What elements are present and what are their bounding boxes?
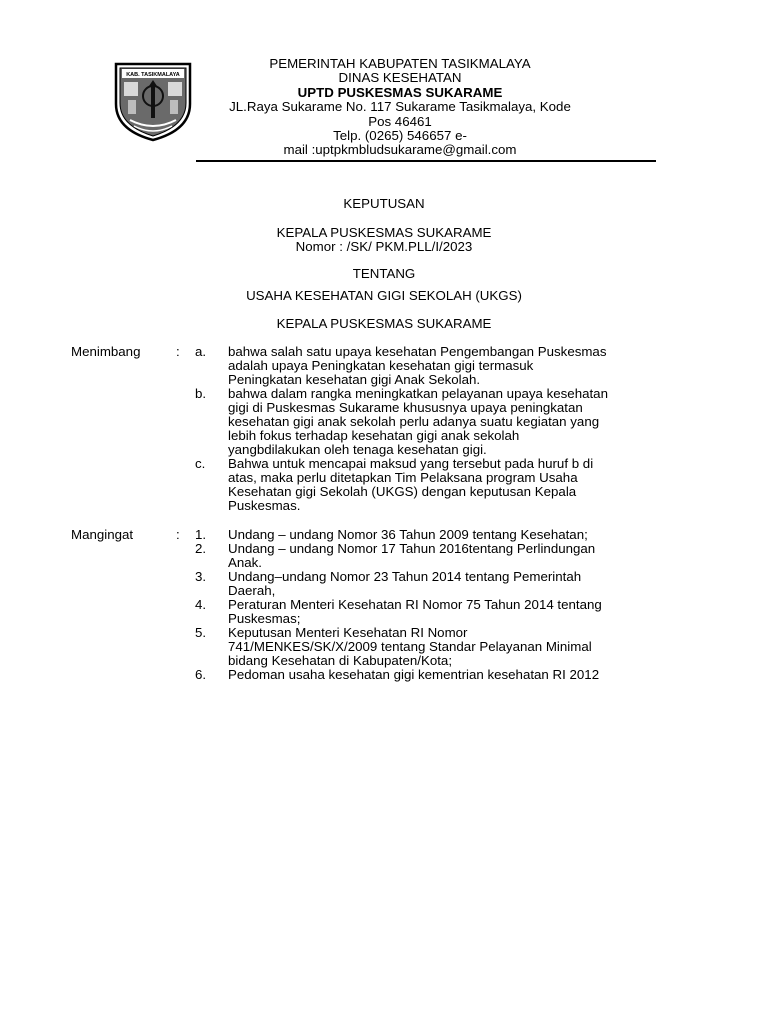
text-line: Undang – undang Nomor 36 Tahun 2009 tentang Kesehatan;	[228, 527, 588, 542]
mengingat-marker-2: 2.	[195, 541, 207, 556]
text-line: Keputusan Menteri Kesehatan RI Nomor	[228, 625, 468, 640]
mengingat-item-5	[228, 626, 668, 668]
text-line: Anak.	[228, 555, 263, 570]
mengingat-marker-3: 3.	[195, 569, 207, 584]
mengingat-item-3	[228, 570, 668, 598]
mengingat-item-2	[228, 542, 668, 570]
letterhead	[190, 57, 610, 158]
svg-text:KAB. TASIKMALAYA: KAB. TASIKMALAYA	[126, 72, 180, 78]
decision-title: KEPUTUSAN	[343, 196, 425, 211]
mengingat-marker-1: 1.	[195, 527, 207, 542]
letterhead-address: JL.Raya Sukarame No. 117 Sukarame Tasikmalaya, Kode	[229, 99, 571, 115]
mengingat-colon: :	[176, 527, 180, 542]
letterhead-institution: UPTD PUSKESMAS SUKARAME	[297, 84, 503, 100]
letterhead-email: mail :uptpkmbludsukarame@gmail.com	[283, 142, 517, 158]
letterhead-department: DINAS KESEHATAN	[338, 70, 462, 86]
text-line: Undang–undang Nomor 23 Tahun 2014 tentang Pemerintah	[228, 569, 582, 584]
text-line: Puskesmas;	[228, 611, 301, 626]
menimbang-marker-a: a.	[195, 344, 207, 359]
mengingat-marker-6: 6.	[195, 667, 207, 682]
text-line: Puskesmas.	[228, 498, 301, 513]
text-line: adalah upaya Peningkatan kesehatan gigi termasuk	[228, 358, 534, 373]
letterhead-phone: Telp. (0265) 546657 e-	[333, 128, 467, 144]
kabupaten-tasikmalaya-logo	[110, 56, 196, 142]
menimbang-item-c	[228, 457, 668, 513]
text-line: bahwa dalam rangka meningkatkan pelayanan upaya kesehatan	[228, 386, 608, 401]
issuer-title: KEPALA PUSKESMAS SUKARAME	[276, 225, 492, 240]
text-line: lebih fokus terhadap kesehatan gigi anak sekolah	[228, 428, 520, 443]
text-line: Peraturan Menteri Kesehatan RI Nomor 75 Tahun 2014 tentang	[228, 597, 602, 612]
mengingat-marker-4: 4.	[195, 597, 207, 612]
menimbang-marker-c: c.	[195, 456, 206, 471]
text-line: Bahwa untuk mencapai maksud yang tersebut pada huruf b di	[228, 456, 594, 471]
mengingat-label: Mangingat	[71, 527, 134, 542]
text-line: yangbdilakukan oleh tenaga kesehatan gigi.	[228, 442, 487, 457]
text-line: Pedoman usaha kesehatan gigi kementrian kesehatan RI 2012	[228, 667, 600, 682]
decision-subject: USAHA KESEHATAN GIGI SEKOLAH (UKGS)	[246, 288, 522, 303]
mengingat-item-1	[228, 528, 668, 542]
menimbang-item-a	[228, 345, 668, 387]
text-line: 741/MENKES/SK/X/2009 tentang Standar Pelayanan Minimal	[228, 639, 592, 654]
text-line: gigi di Puskesmas Sukarame khususnya upaya peningkatan	[228, 400, 583, 415]
letterhead-postal-code: Pos 46461	[368, 113, 432, 129]
letterhead-government: PEMERINTAH KABUPATEN TASIKMALAYA	[269, 56, 531, 71]
mengingat-marker-5: 5.	[195, 625, 207, 640]
text-line: Undang – undang Nomor 17 Tahun 2016tentang Perlindungan	[228, 541, 596, 556]
letterhead-divider	[196, 160, 656, 162]
text-line: kesehatan gigi anak sekolah perlu adanya suatu kegiatan yang	[228, 414, 600, 429]
menimbang-item-b	[228, 387, 668, 457]
text-line: Peningkatan kesehatan gigi Anak Sekolah.	[228, 372, 481, 387]
menimbang-label: Menimbang	[71, 344, 141, 359]
issuer-title-repeat: KEPALA PUSKESMAS SUKARAME	[276, 316, 492, 331]
menimbang-colon: :	[176, 344, 180, 359]
text-line: bidang Kesehatan di Kabupaten/Kota;	[228, 653, 453, 668]
mengingat-item-4	[228, 598, 668, 626]
text-line: atas, maka perlu ditetapkan Tim Pelaksana program Usaha	[228, 470, 578, 485]
text-line: Daerah,	[228, 583, 276, 598]
text-line: bahwa salah satu upaya kesehatan Pengembangan Puskesmas	[228, 344, 607, 359]
decision-number: Nomor : /SK/ PKM.PLL/I/2023	[295, 239, 473, 254]
menimbang-marker-b: b.	[195, 386, 207, 401]
text-line: Kesehatan gigi Sekolah (UKGS) dengan keputusan Kepala	[228, 484, 577, 499]
about-heading: TENTANG	[352, 266, 416, 281]
mengingat-item-6	[228, 668, 668, 682]
